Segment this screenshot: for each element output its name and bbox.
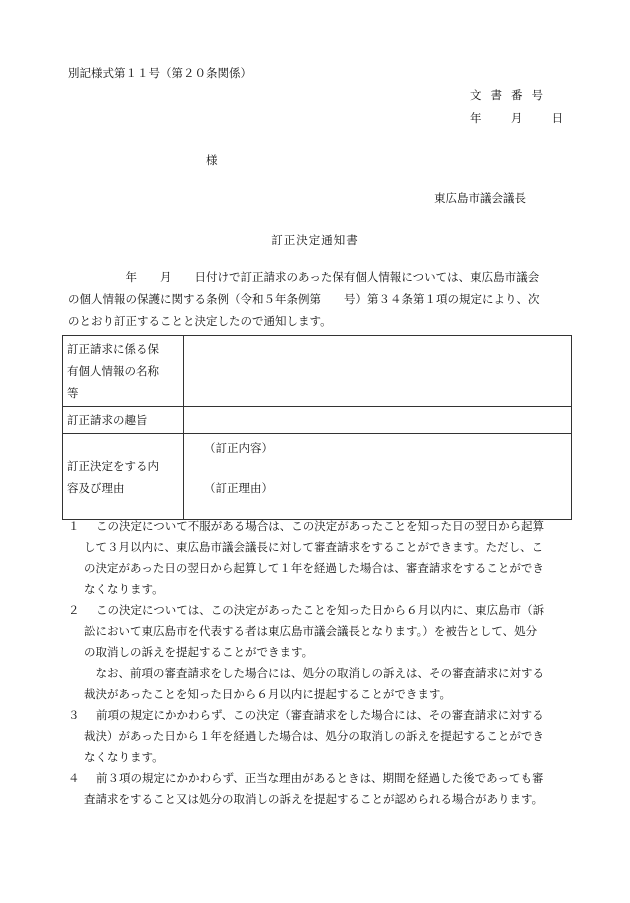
note-item (68, 705, 583, 768)
note-line: なくなります。 (84, 582, 164, 596)
sender-name: 東広島市議会議長 (434, 191, 526, 205)
body-paragraph (68, 266, 578, 332)
form-label: 別記様式第１１号（第２０条関係） (68, 66, 252, 80)
row-label-line: 等 (67, 386, 79, 400)
row-label-line: 容及び理由 (67, 480, 125, 495)
body-line: のとおり訂正することと決定したので通知します。 (68, 314, 332, 328)
request-purpose-cell (184, 407, 572, 434)
note-line: なお、前項の審査請求をした場合には、処分の取消しの訴えは、その審査請求に対する (84, 666, 544, 680)
document-title: 訂正決定通知書 (271, 233, 359, 247)
note-item (68, 768, 583, 810)
row-label (63, 434, 184, 520)
note-line: 前３項の規定にかかわらず、正当な理由があるときは、期間を経過した後であっても審 (96, 771, 544, 785)
date-year: 年 (470, 111, 482, 125)
date-line (470, 110, 563, 126)
note-line: の決定があった日の翌日から起算して１年を経過した場合は、審査請求をすることができ (84, 561, 544, 575)
row-label: 訂正請求の趣旨 (63, 407, 184, 434)
note-line: 裁決があったことを知った日から６月以内に提起することができます。 (84, 687, 451, 701)
document-number-label: 文書番号 (470, 88, 552, 102)
note-number: ３ (68, 708, 80, 722)
notes-section (68, 516, 583, 810)
correction-reason-label: （訂正理由） (204, 481, 273, 495)
note-line: の取消しの訴えを提起することができます。 (84, 645, 314, 659)
note-line: この決定について不服がある場合は、この決定があったことを知った日の翌日から起算 (96, 519, 545, 533)
note-number: ４ (68, 771, 80, 785)
note-line: 査請求をすること又は処分の取消しの訴えを提起することが認められる場合があります。 (84, 792, 544, 806)
table-row (63, 336, 572, 407)
table-row (63, 434, 572, 520)
body-line: の個人情報の保護に関する条例（令和５年条例第 号）第３４条第１項の規定により、次 (68, 292, 540, 306)
table-row (63, 407, 572, 434)
date-day: 日 (551, 111, 564, 125)
note-line: 裁決）があった日から１年を経過した場合は、処分の取消しの訴えを提起することができ (84, 729, 544, 743)
note-number: ２ (68, 603, 80, 617)
decision-table (62, 335, 572, 520)
row-label (63, 336, 184, 407)
note-line: して３月以内に、東広島市議会議長に対して審査請求をすることができます。ただし、こ (84, 540, 544, 554)
decision-content-cell (184, 434, 572, 520)
note-line: この決定については、この決定があったことを知った日から６月以内に、東広島市（訴 (96, 603, 545, 617)
correction-content-label: （訂正内容） (204, 441, 273, 455)
note-number: １ (68, 519, 80, 533)
note-item (68, 516, 583, 600)
note-item (68, 600, 583, 705)
row-label-line: 訂正請求に係る保 (67, 342, 159, 356)
body-line: 年 月 日付けで訂正請求のあった保有個人情報については、東広島市議会 (68, 270, 540, 284)
row-label-line: 有個人情報の名称 (67, 364, 159, 378)
date-month: 月 (510, 111, 523, 125)
addressee: 様 (206, 153, 218, 167)
personal-info-name-cell (184, 336, 572, 407)
note-line: 前項の規定にかかわらず、この決定（審査請求をした場合には、その審査請求に対する (96, 708, 544, 722)
note-line: 訟において東広島市を代表する者は東広島市議会議長となります。）を被告として、処分 (84, 624, 538, 638)
row-label-line: 訂正決定をする内 (67, 458, 159, 473)
note-line: なくなります。 (84, 750, 164, 764)
